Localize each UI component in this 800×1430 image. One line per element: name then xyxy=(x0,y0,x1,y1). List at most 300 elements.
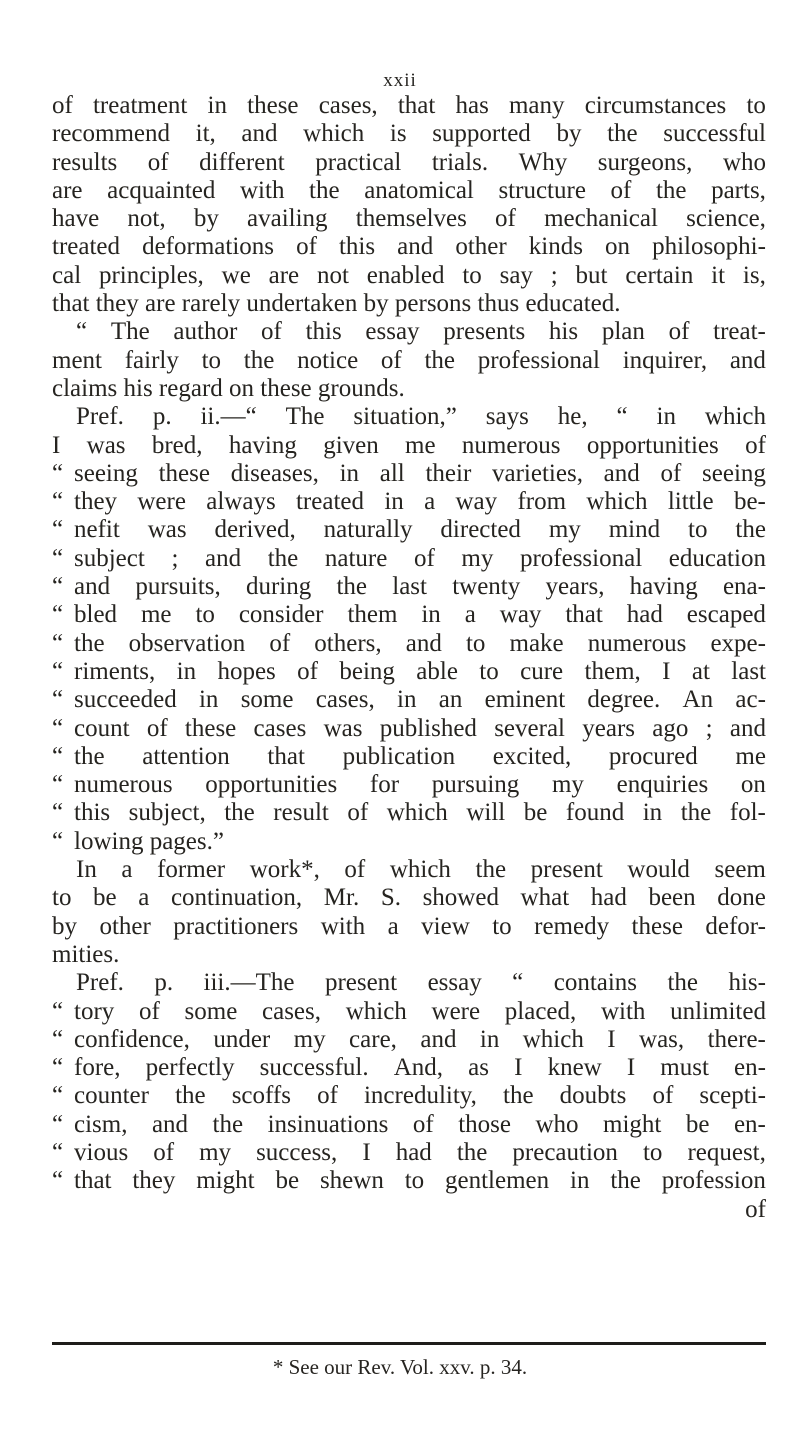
word: to xyxy=(52,884,72,912)
word: be xyxy=(523,799,548,827)
word: this xyxy=(305,318,342,346)
word: my xyxy=(548,516,581,544)
word: what xyxy=(520,884,570,912)
word: of xyxy=(52,92,73,119)
word: to xyxy=(404,1167,425,1195)
word: cal xyxy=(52,261,82,289)
word: request, xyxy=(687,1138,766,1166)
quote-mark: “ xyxy=(52,714,64,742)
word: me xyxy=(405,431,436,459)
word: of xyxy=(380,346,402,374)
text-line xyxy=(52,941,766,969)
word: in xyxy=(384,488,404,516)
word: results xyxy=(52,148,118,176)
word: “ xyxy=(512,969,524,997)
word: to xyxy=(201,346,222,374)
line-words: mities. xyxy=(52,940,120,968)
word: them xyxy=(347,601,398,629)
text-line xyxy=(52,205,766,233)
word: The xyxy=(110,318,150,346)
word: which xyxy=(389,856,451,884)
line-words xyxy=(76,318,766,346)
word: the xyxy=(680,799,712,827)
line-words xyxy=(76,403,766,431)
word: there- xyxy=(707,1025,766,1053)
word: essay xyxy=(427,969,482,997)
word: having xyxy=(629,573,698,601)
word: way xyxy=(455,488,498,516)
word: ; xyxy=(171,544,179,572)
word: professional xyxy=(477,346,600,374)
quote-mark: “ xyxy=(52,1138,64,1166)
word: I xyxy=(607,1025,616,1053)
word: gentlemen xyxy=(445,1167,550,1195)
word: having xyxy=(228,431,297,459)
line-words xyxy=(76,856,766,884)
word: cism, xyxy=(74,1110,128,1138)
text-line xyxy=(52,658,766,686)
word: hopes xyxy=(217,657,276,685)
word: ii.—“ xyxy=(200,403,257,431)
word: mechanical xyxy=(544,205,658,233)
word: science, xyxy=(686,205,766,233)
word: years xyxy=(582,714,636,742)
word: these xyxy=(631,912,683,940)
word: the xyxy=(424,346,456,374)
word: had xyxy=(395,1138,432,1166)
word: contains xyxy=(553,969,638,997)
word: en- xyxy=(734,1054,766,1082)
word: and xyxy=(205,544,242,572)
word: on xyxy=(740,771,766,799)
word: and xyxy=(603,459,640,487)
quote-mark: “ xyxy=(52,1167,64,1195)
word: availing xyxy=(247,205,328,233)
word: kinds xyxy=(528,233,583,261)
word: under xyxy=(213,1025,271,1053)
word: a xyxy=(464,601,476,629)
word: with xyxy=(320,912,366,940)
word: in xyxy=(570,1167,590,1195)
line-words xyxy=(52,432,766,460)
quote-mark: “ xyxy=(52,488,64,516)
word: observation xyxy=(128,629,246,657)
word: this xyxy=(338,233,376,261)
text-line xyxy=(52,318,766,346)
word: the xyxy=(267,544,299,572)
quote-mark: “ xyxy=(52,827,64,855)
word: a xyxy=(387,912,399,940)
quote-mark: “ xyxy=(52,1025,64,1053)
word: my xyxy=(293,1025,326,1053)
quote-mark: “ xyxy=(52,686,64,714)
word: his xyxy=(548,318,579,346)
line-words xyxy=(74,601,766,629)
line-words xyxy=(52,205,766,233)
word: given xyxy=(323,431,379,459)
word: ena- xyxy=(722,573,766,601)
word: recommend xyxy=(52,120,171,148)
line-words xyxy=(76,969,766,997)
line-words xyxy=(74,715,766,743)
word: the xyxy=(212,1110,244,1138)
word: others, xyxy=(314,629,382,657)
word: an xyxy=(438,686,463,714)
word: seem xyxy=(714,856,766,884)
text-line xyxy=(52,1111,766,1139)
word: it, xyxy=(195,120,216,148)
text-line xyxy=(52,1139,766,1167)
word: of xyxy=(153,1138,175,1166)
word: of xyxy=(610,176,632,204)
word: practical xyxy=(315,148,402,176)
text-line xyxy=(52,347,766,375)
word: which xyxy=(522,1025,584,1053)
word: showed xyxy=(422,884,499,912)
word: the xyxy=(655,176,687,204)
word: that xyxy=(397,92,436,119)
word: pursuing xyxy=(431,771,520,799)
word: be- xyxy=(733,488,766,516)
text-line xyxy=(52,92,766,120)
word: being xyxy=(339,657,395,685)
line-words xyxy=(74,460,766,488)
text-line xyxy=(52,913,766,941)
word: be xyxy=(93,884,117,912)
word: I xyxy=(52,431,61,459)
text-line xyxy=(52,1054,766,1082)
text-line xyxy=(52,743,766,771)
word: “ xyxy=(616,403,628,431)
word: cases xyxy=(253,714,307,742)
word: cases, xyxy=(315,686,375,714)
text-line xyxy=(52,856,766,884)
word: they xyxy=(74,488,118,516)
word: are xyxy=(268,261,300,289)
word: tory xyxy=(74,997,115,1025)
text-line xyxy=(52,601,766,629)
word: these xyxy=(247,92,299,119)
line-words xyxy=(52,92,766,120)
quote-mark: “ xyxy=(52,516,64,544)
word: procured xyxy=(608,742,698,770)
word: to xyxy=(642,1138,663,1166)
word: treat- xyxy=(713,318,766,346)
page-number: xxii xyxy=(383,70,417,91)
text-line xyxy=(52,828,766,856)
word: in xyxy=(421,601,441,629)
word: care, xyxy=(349,1025,397,1053)
text-line xyxy=(52,686,766,714)
word: of xyxy=(412,1110,434,1138)
word: to xyxy=(746,92,766,119)
word: of xyxy=(660,459,682,487)
word: plan xyxy=(601,318,645,346)
word: is xyxy=(389,120,407,148)
line-words xyxy=(52,177,766,205)
text-line xyxy=(52,771,766,799)
word: consider xyxy=(238,601,324,629)
line-words: of xyxy=(745,1195,766,1223)
text-line xyxy=(52,715,766,743)
word: acquainted xyxy=(107,176,216,204)
line-words xyxy=(74,799,766,827)
word: that xyxy=(74,1167,112,1195)
word: in xyxy=(397,686,417,714)
word: surgeons, xyxy=(597,148,693,176)
word: I xyxy=(662,657,671,685)
word: at xyxy=(691,657,710,685)
word: them, xyxy=(584,657,641,685)
word: in xyxy=(479,1025,500,1053)
line-words xyxy=(74,998,766,1026)
text-line xyxy=(52,488,766,516)
word: all xyxy=(379,459,405,487)
word: with xyxy=(240,176,285,204)
word: not xyxy=(316,261,349,289)
word: shewn xyxy=(319,1167,384,1195)
word: which xyxy=(345,997,407,1025)
word: treated xyxy=(295,488,364,516)
word: the xyxy=(175,1082,206,1110)
word: Mr. xyxy=(323,884,360,912)
word: bred, xyxy=(151,431,203,459)
word: in xyxy=(642,799,663,827)
word: deformations xyxy=(142,233,274,261)
word: In xyxy=(76,856,97,884)
text-line xyxy=(52,545,766,573)
word: trials. xyxy=(431,148,489,176)
word: which xyxy=(586,488,648,516)
line-words xyxy=(74,516,766,544)
word: Pref. xyxy=(76,969,124,997)
word: the xyxy=(74,742,105,770)
line-words xyxy=(74,1139,766,1167)
line-words xyxy=(74,686,766,714)
word: scoffs xyxy=(231,1082,291,1110)
word: of xyxy=(261,318,282,346)
word: but xyxy=(575,261,608,289)
line-words xyxy=(52,149,766,177)
quote-mark: “ xyxy=(52,771,64,799)
word: of xyxy=(668,318,690,346)
word: me xyxy=(735,742,766,770)
line-words xyxy=(52,347,766,375)
word: Why xyxy=(518,148,568,176)
word: escaped xyxy=(686,601,766,629)
word: of xyxy=(413,544,435,572)
quote-mark: “ xyxy=(52,601,64,629)
word: nature xyxy=(324,544,388,572)
word: make xyxy=(509,629,564,657)
word: excited, xyxy=(492,742,572,770)
word: opportunities xyxy=(586,431,719,459)
word: other xyxy=(455,233,507,261)
word: pursuits, xyxy=(135,573,221,601)
word: opportunities xyxy=(205,771,338,799)
word: in xyxy=(198,686,219,714)
word: might xyxy=(603,1110,662,1138)
line-words xyxy=(74,771,766,799)
line-words: claims his regard on these grounds. xyxy=(52,374,405,402)
quote-mark: “ xyxy=(52,1054,64,1082)
word: themselves xyxy=(355,205,467,233)
word: incredulity, xyxy=(363,1082,477,1110)
word: unlimited xyxy=(670,997,766,1025)
text-line xyxy=(52,516,766,544)
word: that xyxy=(267,742,305,770)
word: of xyxy=(296,233,317,261)
word: of xyxy=(344,856,366,884)
footnote: * See our Rev. Vol. xxv. p. 34. xyxy=(272,1355,528,1379)
text-line xyxy=(52,1196,766,1224)
word: other xyxy=(99,912,151,940)
word: enabled xyxy=(366,261,445,289)
word: this xyxy=(74,799,111,827)
word: by xyxy=(52,912,77,940)
word: cases, xyxy=(318,92,378,119)
footnote-rule xyxy=(52,1342,766,1345)
word: and xyxy=(729,346,766,374)
word: ac- xyxy=(735,686,766,714)
word: degree. xyxy=(587,686,661,714)
word: the xyxy=(607,120,638,148)
word: philosophi- xyxy=(652,233,766,261)
word: be xyxy=(275,1167,300,1195)
quote-mark: “ xyxy=(52,1082,64,1110)
text-line xyxy=(52,630,766,658)
word: ; xyxy=(550,261,558,289)
word: placed, xyxy=(504,997,577,1025)
word: in xyxy=(339,459,360,487)
word: I xyxy=(626,1054,636,1082)
word: a xyxy=(138,884,150,912)
word: the xyxy=(503,1082,534,1110)
word: these xyxy=(184,714,237,742)
word: they xyxy=(132,1167,176,1195)
word: to xyxy=(195,601,215,629)
line-words xyxy=(74,658,766,686)
word: practitioners xyxy=(173,912,299,940)
word: which xyxy=(704,403,766,431)
word: of xyxy=(347,799,369,827)
word: me xyxy=(140,601,172,629)
word: mind xyxy=(608,516,661,544)
line-words xyxy=(74,1054,766,1082)
text-line xyxy=(52,290,766,318)
word: little xyxy=(667,488,714,516)
word: who xyxy=(722,148,766,176)
text-line xyxy=(52,573,766,601)
text-line xyxy=(52,403,766,431)
word: done xyxy=(717,884,766,912)
word: been xyxy=(648,884,696,912)
word: might xyxy=(196,1167,255,1195)
word: successful. xyxy=(259,1054,369,1082)
word: I xyxy=(514,1054,523,1082)
word: say xyxy=(499,261,533,289)
word: treatment xyxy=(92,92,188,119)
word: continuation, xyxy=(170,884,303,912)
word: expe- xyxy=(710,629,766,657)
word: and xyxy=(397,233,434,261)
line-words xyxy=(52,884,766,912)
word: and xyxy=(405,629,442,657)
word: my xyxy=(461,544,494,572)
word: and xyxy=(420,1025,457,1053)
word: certain xyxy=(625,261,694,289)
word: some xyxy=(240,686,294,714)
line-words xyxy=(74,1167,766,1195)
word: author xyxy=(173,318,238,346)
word: result xyxy=(273,799,329,827)
word: of xyxy=(147,148,169,176)
word: attention xyxy=(142,742,230,770)
word: with xyxy=(600,997,646,1025)
word: the xyxy=(224,799,255,827)
word: p. xyxy=(152,403,172,431)
word: had xyxy=(590,884,627,912)
word: from xyxy=(517,488,567,516)
quote-mark: “ xyxy=(52,799,64,827)
quote-mark: “ xyxy=(52,573,64,601)
text-line xyxy=(52,969,766,997)
word: anatomical xyxy=(364,176,474,204)
word: who xyxy=(535,1110,579,1138)
word: work*, xyxy=(249,856,320,884)
text-line xyxy=(52,233,766,261)
word: of xyxy=(745,431,766,459)
word: Pref. xyxy=(76,403,124,431)
word: their xyxy=(425,459,472,487)
word: in xyxy=(176,657,197,685)
word: principles, xyxy=(98,261,204,289)
word: iii.—The xyxy=(203,969,295,997)
word: of xyxy=(652,1082,674,1110)
word: last xyxy=(731,657,766,685)
word: An xyxy=(682,686,714,714)
word: bled xyxy=(74,601,118,629)
text-line xyxy=(52,432,766,460)
word: riments, xyxy=(74,657,156,685)
word: by xyxy=(193,205,219,233)
word: was xyxy=(147,516,187,544)
quote-mark: “ xyxy=(52,657,64,685)
word: success, xyxy=(256,1138,338,1166)
word: knew xyxy=(547,1054,602,1082)
line-words xyxy=(74,488,766,516)
text-line xyxy=(52,149,766,177)
word: numerous xyxy=(461,431,561,459)
word: enquiries xyxy=(616,771,709,799)
word: seeing xyxy=(74,459,138,487)
word: The xyxy=(285,403,325,431)
word: my xyxy=(551,771,584,799)
word: way xyxy=(499,601,542,629)
word: as xyxy=(468,1054,489,1082)
word: defor- xyxy=(705,912,766,940)
word: of xyxy=(297,657,318,685)
word: parts, xyxy=(711,176,766,204)
word: these xyxy=(158,459,210,487)
word: different xyxy=(199,148,285,176)
word: structure xyxy=(498,176,586,204)
word: to xyxy=(688,516,708,544)
word: are xyxy=(52,176,83,204)
word: a xyxy=(121,856,133,884)
word: always xyxy=(206,488,276,516)
word: a xyxy=(424,488,436,516)
